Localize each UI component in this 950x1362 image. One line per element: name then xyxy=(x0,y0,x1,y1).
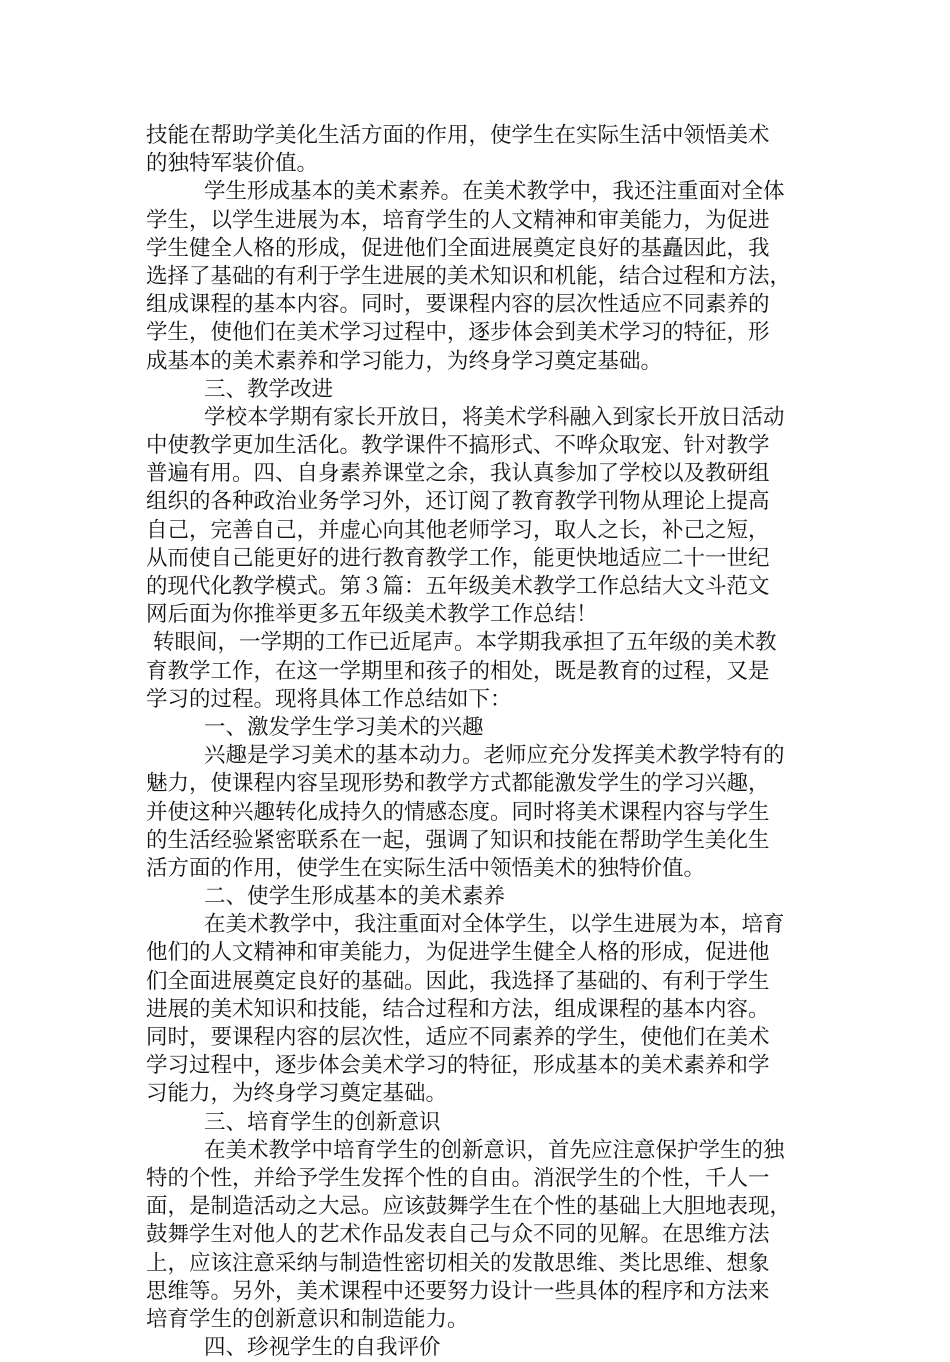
text-line: 网后面为你推举更多五年级美术教学工作总结！ xyxy=(146,602,598,628)
paragraph-start: 转眼间，一学期的工作已近尾声。本学期我承担了五年级的美术教 xyxy=(153,630,777,656)
section-heading: 二、使学生形成基本的美术素养 xyxy=(204,884,506,910)
text-line: 成基本的美术素养和学习能力，为终身学习奠定基础。 xyxy=(146,348,663,374)
text-line: 学生，使他们在美术学习过程中，逐步体会到美术学习的特征，形 xyxy=(146,320,770,346)
text-line: 鼓舞学生对他人的艺术作品发表自己与众不同的见解。在思维方法 xyxy=(146,1222,770,1248)
text-line: 从而使自己能更好的进行教育教学工作，能更快地适应二十一世纪 xyxy=(146,545,770,571)
text-line: 选择了基础的有利于学生进展的美术知识和机能，结合过程和方法， xyxy=(146,263,792,289)
text-line: 学习的过程。现将具体工作总结如下： xyxy=(146,686,512,712)
text-line: 面，是制造活动之大忌。应该鼓舞学生在个性的基础上大胆地表现， xyxy=(146,1194,792,1220)
text-line: 学生健全人格的形成，促进他们全面进展奠定良好的基矗因此，我 xyxy=(146,235,770,261)
section-heading: 四、珍视学生的自我评价 xyxy=(204,1335,441,1361)
text-line: 活方面的作用，使学生在实际生活中领悟美术的独特价值。 xyxy=(146,855,706,881)
text-line: 他们的人文精神和审美能力，为促进学生健全人格的形成，促进他 xyxy=(146,940,770,966)
text-line: 组织的各种政治业务学习外，还订阅了教育教学刊物从理论上提高 xyxy=(146,489,770,515)
text-line: 学生，以学生进展为本，培育学生的人文精神和审美能力，为促进 xyxy=(146,207,770,233)
text-line: 特的个性，并给予学生发挥个性的自由。消泯学生的个性，千人一 xyxy=(146,1165,770,1191)
text-line: 的现代化教学模式。第３篇：五年级美术教学工作总结大文斗范文 xyxy=(146,574,770,599)
text-line: 思维等。另外，美术课程中还要努力设计一些具体的程序和方法来 xyxy=(146,1278,770,1304)
text-line: 自己，完善自己，并虚心向其他老师学习，取人之长，补己之短， xyxy=(146,517,770,543)
section-heading: 三、培育学生的创新意识 xyxy=(204,1109,441,1135)
paragraph-start: 在美术教学中，我注重面对全体学生，以学生进展为本，培育 xyxy=(204,912,785,938)
section-heading: 一、激发学生学习美术的兴趣 xyxy=(204,714,484,740)
text-line: 们全面进展奠定良好的基础。因此，我选择了基础的、有利于学生 xyxy=(146,968,770,994)
text-line: 学习过程中，逐步体会美术学习的特征，形成基本的美术素养和学 xyxy=(146,1053,770,1079)
text-line: 培育学生的创新意识和制造能力。 xyxy=(146,1306,469,1332)
section-heading: 三、教学改进 xyxy=(204,376,334,402)
paragraph-start: 学校本学期有家长开放日，将美术学科融入到家长开放日活动 xyxy=(204,404,785,430)
text-line: 育教学工作，在这一学期里和孩子的相处，既是教育的过程，又是 xyxy=(146,658,770,684)
text-line: 的独特军装价值。 xyxy=(146,151,319,177)
paragraph-start: 学生形成基本的美术素养。在美术教学中，我还注重面对全体 xyxy=(204,179,785,205)
text-line: 普遍有用。四、自身素养课堂之余，我认真参加了学校以及教研组 xyxy=(146,461,770,487)
document-body xyxy=(146,122,826,1362)
text-line: 上，应该注意采纳与制造性密切相关的发散思维、类比思维、想象 xyxy=(146,1250,770,1276)
text-line: 中使教学更加生活化。教学课件不搞形式、不哗众取宠、针对教学 xyxy=(146,433,770,459)
text-line: 魅力，使课程内容呈现形势和教学方式都能激发学生的学习兴趣， xyxy=(146,771,770,797)
text-line: 同时，要课程内容的层次性，适应不同素养的学生，使他们在美术 xyxy=(146,1025,770,1050)
text-line: 进展的美术知识和技能，结合过程和方法，组成课程的基本内容。 xyxy=(146,996,770,1022)
text-line: 的生活经验紧密联系在一起，强调了知识和技能在帮助学生美化生 xyxy=(146,827,770,853)
text-line: 组成课程的基本内容。同时，要课程内容的层次性适应不同素养的 xyxy=(146,292,770,318)
paragraph-start: 兴趣是学习美术的基本动力。老师应充分发挥美术教学特有的 xyxy=(204,743,785,769)
text-line: 并使这种兴趣转化成持久的情感态度。同时将美术课程内容与学生 xyxy=(146,799,770,825)
paragraph-start: 在美术教学中培育学生的创新意识，首先应注意保护学生的独 xyxy=(204,1137,785,1163)
text-line: 技能在帮助学美化生活方面的作用，使学生在实际生活中领悟美术 xyxy=(146,123,770,148)
text-line: 习能力，为终身学习奠定基础。 xyxy=(146,1081,448,1107)
